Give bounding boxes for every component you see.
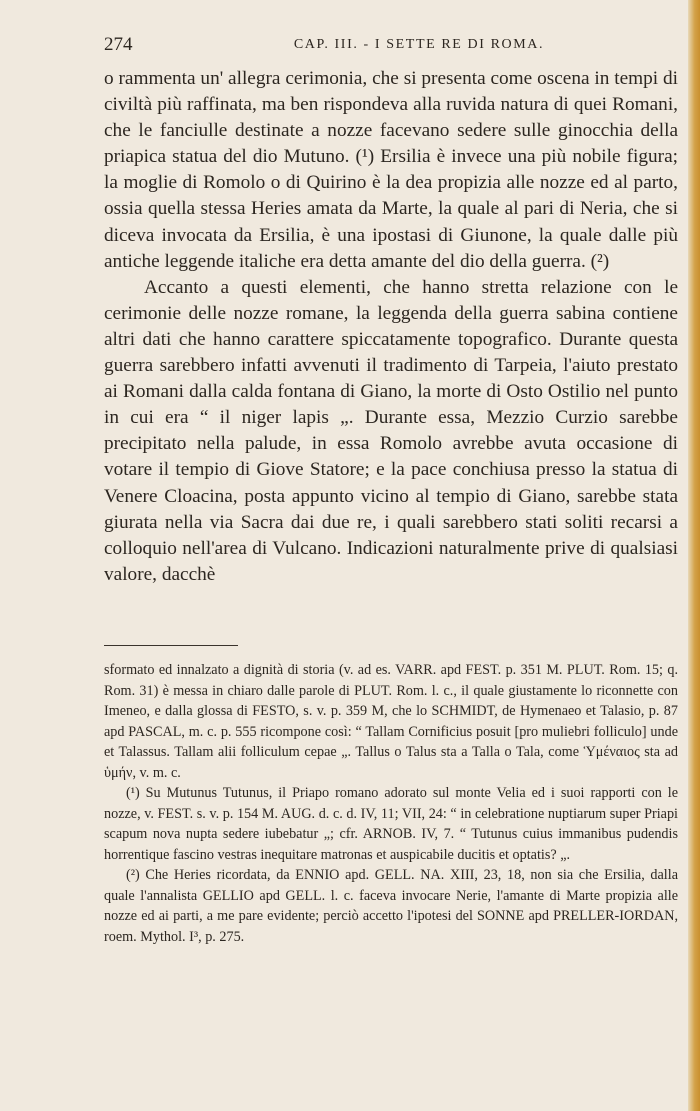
footnote-continuation: sformato ed innalzato a dignità di storia (v. ad es. VARR. apd FEST. p. 351 M. PLUT. Rom. 15; q. Rom. 31) è messa in chiaro dalle parole di PLUT. Rom. l. c., il quale giustamente lo riconnette con Imeneo, e dalla glossa di FESTO, s. v. p. 359 M, che lo SCHMIDT, de Hymenaeo et Talasio, p. 87 apd PASCAL, m. c. p. 555 ricompone così: “ Tallam Cornificius posuit [pro muliebri folliculo] unde et Talassus. Tallam alii folliculum cepae „. Tallus o Talus sta a Talla o Tala, come Ὑμέναιος sta ad ὑμήν, v. m. c. — [104, 662, 678, 781]
footnote-1: (¹) Su Mutunus Tutunus, il Priapo romano adorato sul monte Velia ed i suoi rapporti con le nozze, v. FEST. s. v. p. 154 M. AUG. d. c. d. IV, 11; VII, 24: “ in celebratione nuptiarum super Priapi scapum nova nupta sedere iubebatur „; cfr. ARNOB. IV, 7. “ Tutunus cuius immanibus pudendis horrentique fascino vestras inequitare matronas et auspicabile ducitis et optatis? „. — [104, 785, 678, 863]
running-head: CAP. III. - I SETTE RE DI ROMA. — [293, 37, 545, 52]
footnotes — [104, 660, 678, 947]
paragraph: Accanto a questi elementi, che hanno stretta relazione con le cerimonie delle nozze romane, la leggenda della guerra sabina contiene altri dati che hanno carattere spiccatamente topografico. Durante questa guerra sarebbero infatti avvenuti il tradimento di Tarpeia, l'aiuto prestato ai Romani dalla calda fontana di Giano, la morte di Osto Ostilio nel punto in cui era “ il niger lapis „. Durante essa, Mezzio Curzio sarebbe precipitato nella palude, in essa Romolo avrebbe avuta occasione di votare il tempio di Giove Statore; e la pace conchiusa presso la statua di Venere Cloacina, posta appunto vicino al tempio di Giano, sarebbe stata giurata nella via Sacra dai due re, i quali sarebbero stati soliti recarsi a colloquio nell'area di Vulcano. Indicazioni naturalmente prive di qualsiasi valore, dacchè — [104, 276, 678, 585]
page-edge-stain — [688, 0, 700, 1111]
footnote-rule — [104, 645, 238, 646]
main-text — [104, 66, 678, 588]
footnote-2: (²) Che Heries ricordata, da ENNIO apd. GELL. NA. XIII, 23, 18, non sia che Ersilia, dalla quale l'annalista GELLIO apd GELL. l. c. faceva invocare Nerie, l'amante di Marte propizia alle nozze ed ai parti, a me pare evidente; perciò accetto l'ipotesi del SONNE apd PRELLER-IORDAN, roem. Mythol. I³, p. 275. — [104, 867, 678, 945]
paragraph-continuation: o rammenta un' allegra cerimonia, che si presenta come oscena in tempi di civiltà più raffinata, ma ben rispondeva alla ruvida natura di quei Romani, che le fanciulle destinate a nozze facevano sedere sulle ginocchia della priapica statua del dio Mutuno. (¹) Ersilia è invece una più nobile figura; la moglie di Romolo o di Quirino è la dea propizia alle nozze ed al parto, ossia quella stessa Heries amata da Marte, la quale al pari di Neria, che si diceva invocata da Ersilia, è una ipostasi di Giunone, la quale dalle più antiche leggende italiche era detta amante del dio della guerra. (²) — [104, 68, 678, 272]
page-number: 274 — [104, 34, 133, 55]
page-header — [104, 34, 674, 58]
